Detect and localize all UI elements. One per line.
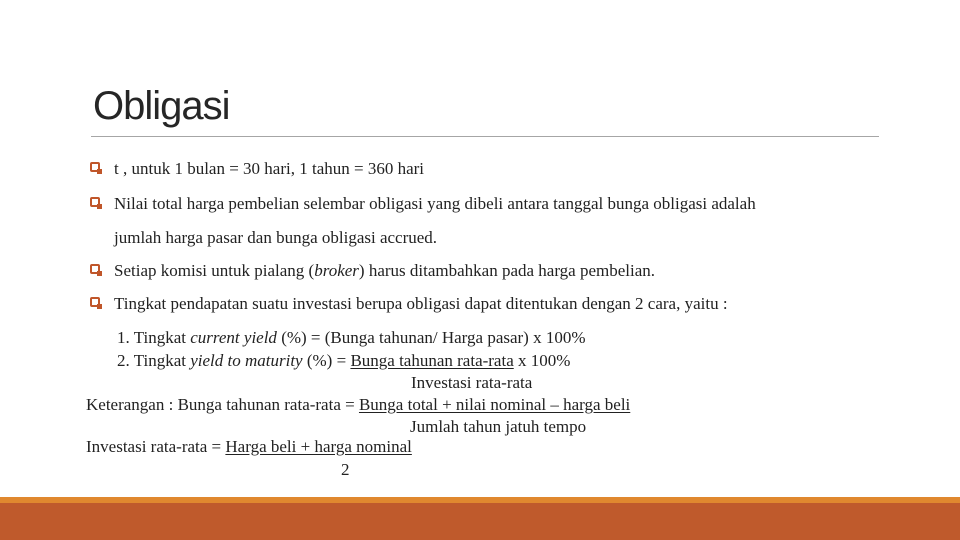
footer-band bbox=[0, 503, 960, 540]
bullet-text-continuation: jumlah harga pasar dan bunga obligasi accrued. bbox=[114, 228, 438, 247]
fraction-numerator: Harga beli + harga nominal bbox=[225, 437, 412, 456]
bullet-text: t , untuk 1 bulan = 30 hari, 1 tahun = 360 hari bbox=[114, 159, 425, 178]
page-title: Obligasi bbox=[93, 84, 230, 128]
fraction-denominator: Jumlah tahun jatuh tempo bbox=[410, 417, 587, 436]
formula-investasi: Investasi rata-rata = Harga beli + harga nominal bbox=[86, 437, 412, 456]
checkbox-bullet-icon bbox=[90, 162, 100, 172]
checkbox-bullet-icon bbox=[90, 197, 100, 207]
fraction-numerator: Bunga tahunan rata-rata bbox=[350, 351, 514, 370]
formula-yield-to-maturity: 2. Tingkat yield to maturity (%) = Bunga tahunan rata-rata x 100% bbox=[117, 351, 571, 370]
formula-keterangan: Keterangan : Bunga tahunan rata-rata = Bunga total + nilai nominal – harga beli bbox=[86, 395, 631, 414]
formula-current-yield: 1. Tingkat current yield (%) = (Bunga tahunan/ Harga pasar) x 100% bbox=[117, 328, 586, 347]
emphasis-term: broker bbox=[314, 261, 359, 280]
fraction-numerator: Bunga total + nilai nominal – harga beli bbox=[358, 395, 631, 414]
fraction-denominator: Investasi rata-rata bbox=[411, 373, 533, 392]
bullet-text: Setiap komisi untuk pialang (broker) harus ditambahkan pada harga pembelian. bbox=[114, 261, 656, 280]
bullet-text: Tingkat pendapatan suatu investasi berupa obligasi dapat ditentukan dengan 2 cara, yaitu : bbox=[114, 294, 728, 313]
title-divider bbox=[91, 136, 879, 137]
bullet-text: Nilai total harga pembelian selembar obligasi yang dibeli antara tanggal bunga obligasi adalah bbox=[114, 194, 756, 213]
checkbox-bullet-icon bbox=[90, 297, 100, 307]
checkbox-bullet-icon bbox=[90, 264, 100, 274]
fraction-denominator: 2 bbox=[341, 460, 350, 479]
